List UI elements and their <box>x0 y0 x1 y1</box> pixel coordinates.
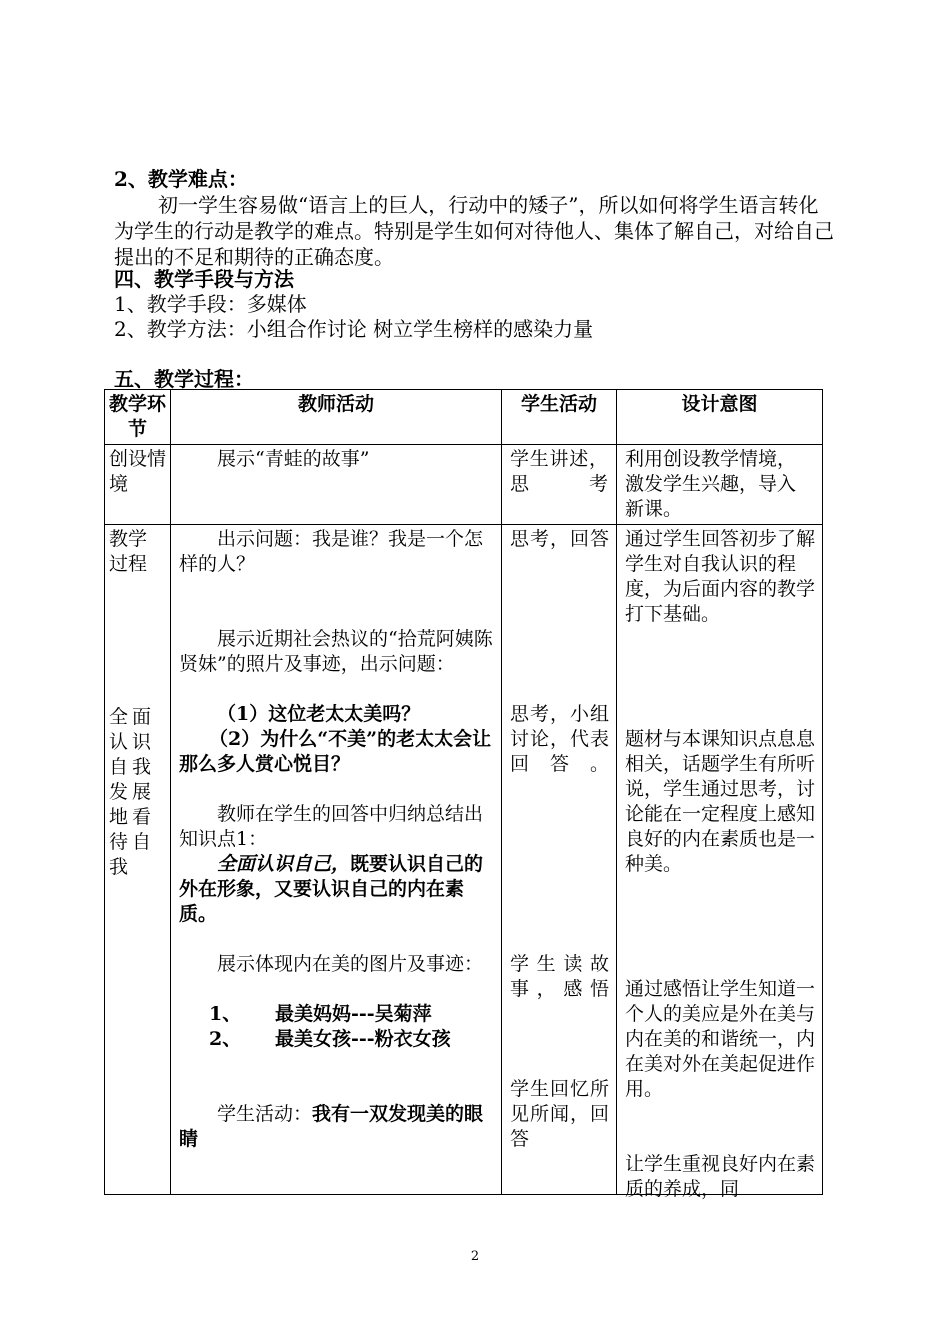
row1-stage <box>105 445 171 525</box>
header-stage-text: 教学环节 <box>109 393 167 440</box>
student-activity-1: 思考，回答 <box>510 528 609 550</box>
row1-stage-text: 创设情境 <box>109 448 167 495</box>
list-item-text: 最美妈妈---吴菊萍 <box>275 1003 432 1025</box>
list-item-text: 最美女孩---粉衣女孩 <box>275 1028 451 1050</box>
row1-intent-text: 利用创设教学情境，激发学生兴趣，导入新课。 <box>625 448 797 520</box>
design-intent-1: 通过学生回答初步了解学生对自我认识的程度，为后面内容的教学打下基础。 <box>625 528 816 625</box>
header-teacher <box>171 390 502 445</box>
header-intent-text: 设计意图 <box>681 393 758 415</box>
row2-student <box>502 525 617 1195</box>
section-2-body <box>114 192 836 270</box>
header-intent <box>617 390 823 445</box>
header-student <box>502 390 617 445</box>
row2-teacher <box>171 525 502 1195</box>
row2-stage-bottom: 全面认识自我发展地看待自我 <box>109 706 156 878</box>
table-row <box>105 445 823 525</box>
row1-student-text: 学生讲述，思考 <box>510 448 608 495</box>
list-item-number: 2、 <box>209 1028 242 1050</box>
section-4-item-2: 2、教学方法：小组合作讨论 树立学生榜样的感染力量 <box>114 317 594 341</box>
teaching-process-table <box>104 389 823 1200</box>
section-4-heading: 四、教学手段与方法 <box>114 267 294 291</box>
teacher-summary <box>179 802 494 852</box>
teacher-question-1-text: 出示问题：我是谁？我是一个怎样的人？ <box>179 528 484 575</box>
design-intent-3: 通过感悟让学生知道一个人的美应是外在美与内在美的和谐统一，内在美对外在美起促进作用。 <box>625 978 816 1100</box>
list-item <box>179 1027 451 1052</box>
section-5-heading: 五、教学过程： <box>114 367 254 391</box>
teacher-show-2-text: 展示体现内在美的图片及事迹： <box>217 953 484 975</box>
row1-teacher-text: 展示“青蛙的故事” <box>217 448 370 470</box>
teacher-activity-label: 学生活动： <box>217 1103 313 1125</box>
teacher-question-1 <box>179 527 494 577</box>
row1-student <box>502 445 617 525</box>
header-teacher-text: 教师活动 <box>297 393 374 415</box>
teacher-show <box>179 627 494 677</box>
teacher-show-text: 展示近期社会热议的“拾荒阿姨陈贤妹”的照片及事迹，出示问题： <box>179 628 493 675</box>
section-2-heading: 2、教学难点： <box>114 167 248 191</box>
knowledge-point-rest: 既要认识自己的外在形象，又要认识自己的内在素质。 <box>179 853 484 925</box>
teacher-activity <box>179 1102 494 1152</box>
row2-stage <box>105 525 171 1195</box>
student-activity-4: 学生回忆所见所闻，回答 <box>510 1078 609 1150</box>
list-item-number: 1、 <box>209 1003 242 1025</box>
student-activity-3: 学生读故事，感悟 <box>510 953 609 1000</box>
teacher-activity-title: 我有一双发现美的眼睛 <box>179 1103 484 1150</box>
knowledge-point-italic: 全面认识自己， <box>217 853 351 875</box>
teacher-show-2 <box>179 952 494 977</box>
knowledge-point-1 <box>179 852 494 927</box>
row2-intent <box>617 525 823 1200</box>
table-header-row <box>105 390 823 445</box>
teacher-summary-text: 教师在学生的回答中归纳总结出知识点1： <box>179 803 484 850</box>
design-intent-2: 题材与本课知识点息息相关，话题学生有所听说，学生通过思考，讨论能在一定程度上感知良好的内在素质也是一种美。 <box>625 728 816 875</box>
section-2-body-text: 初一学生容易做“语言上的巨人，行动中的矮子”，所以如何将学生语言转化为学生的行动是教学的难点。特别是学生如何对待他人、集体了解自己，对给自己提出的不足和期待的正确态度。 <box>114 193 834 269</box>
teacher-sub-question-1: （1）这位老太太美吗？ <box>217 703 421 725</box>
row2-stage-top: 教学过程 <box>109 528 148 575</box>
section-4-item-1: 1、教学手段：多媒体 <box>114 292 307 316</box>
student-activity-2: 思考，小组讨论，代表回答。 <box>510 703 609 775</box>
header-stage <box>105 390 171 445</box>
row1-intent <box>617 445 823 525</box>
table-row <box>105 525 823 1195</box>
design-intent-4: 让学生重视良好内在素质的养成，同 <box>625 1153 816 1200</box>
teacher-sub-question-2 <box>179 727 494 777</box>
teacher-sub-question-2-text: （2）为什么“不美”的老太太会让那么多人赏心悦目？ <box>179 728 492 775</box>
page-number: 2 <box>470 1249 480 1264</box>
list-item <box>179 1002 432 1027</box>
header-student-text: 学生活动 <box>520 393 597 415</box>
row1-teacher <box>171 445 502 525</box>
